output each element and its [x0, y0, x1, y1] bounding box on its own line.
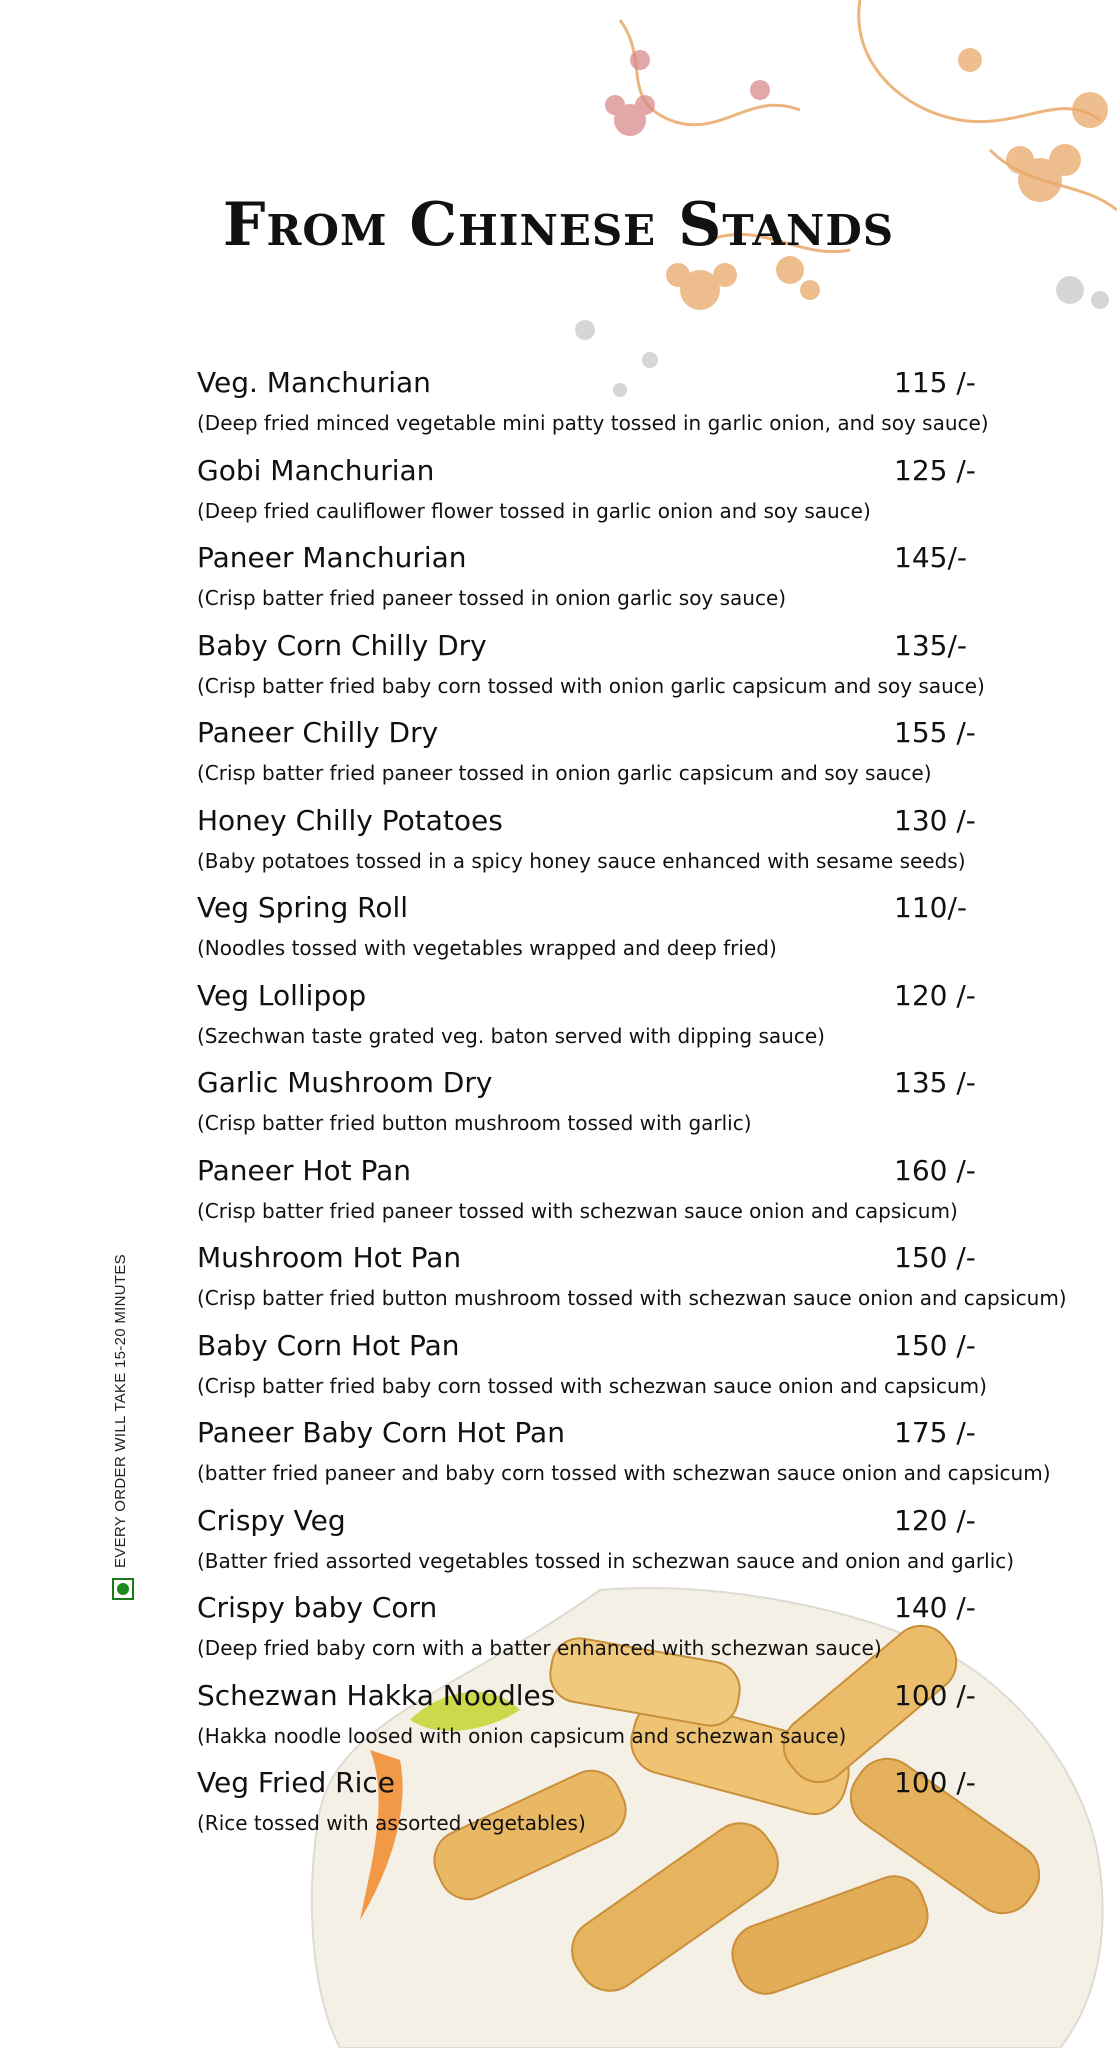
menu-item-description: (Deep fried minced vegetable mini patty tossed in garlic onion, and soy sauce) [197, 411, 989, 435]
preparation-time-note: EVERY ORDER WILL TAKE 15-20 MINUTES [112, 1254, 129, 1568]
menu-item-description: (Szechwan taste grated veg. baton served with dipping sauce) [197, 1023, 825, 1048]
menu-item [197, 887, 1077, 975]
menu-item-price: 130 /- [894, 803, 976, 837]
menu-item-name: Schezwan Hakka Noodles [197, 1678, 556, 1712]
menu-item-description: (Rice tossed with assorted vegetables) [197, 1811, 586, 1835]
menu-item-name: Garlic Mushroom Dry [197, 1066, 493, 1099]
menu-item-price: 135 /- [894, 1066, 976, 1099]
menu-item [197, 362, 1077, 450]
menu-item-name: Honey Chilly Potatoes [197, 803, 503, 837]
menu-item-price: 125 /- [894, 453, 976, 487]
menu-item-name: Paneer Baby Corn Hot Pan [197, 1416, 565, 1449]
menu-item [197, 1675, 1077, 1763]
menu-item-name: Veg Spring Roll [197, 891, 409, 924]
menu-item-description: (Crisp batter fried paneer tossed in onion garlic soy sauce) [197, 586, 787, 610]
menu-item [197, 450, 1077, 538]
menu-item-description: (batter fried paneer and baby corn tossed with schezwan sauce onion and capsicum) [197, 1461, 1051, 1485]
menu-item-description: (Baby potatoes tossed in a spicy honey sauce enhanced with sesame seeds) [197, 848, 966, 873]
menu-item-description: (Deep fried cauliflower flower tossed in garlic onion and soy sauce) [197, 498, 871, 523]
menu-item-description: (Hakka noodle loosed with onion capsicum and schezwan sauce) [197, 1723, 847, 1748]
menu-item-name: Baby Corn Hot Pan [197, 1328, 460, 1362]
menu-item-price: 115 /- [894, 366, 976, 399]
menu-item-price: 135/- [894, 628, 967, 662]
menu-item-price: 175 /- [894, 1416, 976, 1449]
menu-item [197, 800, 1077, 888]
menu-item [197, 1150, 1077, 1238]
menu-item [197, 1062, 1077, 1150]
menu-item-price: 140 /- [894, 1591, 976, 1624]
menu-item-name: Paneer Manchurian [197, 541, 467, 574]
menu-item-description: (Crisp batter fried baby corn tossed with schezwan sauce onion and capsicum) [197, 1373, 987, 1398]
menu-item [197, 1412, 1077, 1500]
menu-item-price: 145/- [894, 541, 967, 574]
menu-item-description: (Deep fried baby corn with a batter enhanced with schezwan sauce) [197, 1636, 882, 1660]
menu-item-name: Paneer Hot Pan [197, 1153, 411, 1187]
menu-item [197, 537, 1077, 625]
menu-item-name: Veg Lollipop [197, 978, 367, 1012]
menu-item-name: Crispy baby Corn [197, 1591, 438, 1624]
menu-item [197, 1237, 1077, 1325]
veg-symbol-icon [112, 1578, 134, 1600]
page-title: From Chinese Stands [222, 190, 895, 260]
menu-item [197, 1500, 1077, 1588]
menu-item-price: 110/- [894, 891, 967, 924]
menu-item [197, 1325, 1077, 1413]
menu-item-description: (Crisp batter fried paneer tossed with schezwan sauce onion and capsicum) [197, 1198, 958, 1223]
menu-item [197, 712, 1077, 800]
menu-item-name: Baby Corn Chilly Dry [197, 628, 487, 662]
menu-item-price: 100 /- [894, 1766, 976, 1799]
menu-item-price: 120 /- [894, 1503, 976, 1537]
menu-item-description: (Noodles tossed with vegetables wrapped and deep fried) [197, 936, 777, 960]
menu-item-description: (Crisp batter fried baby corn tossed with onion garlic capsicum and soy sauce) [197, 673, 985, 698]
menu-item [197, 1762, 1077, 1850]
menu-item-price: 150 /- [894, 1328, 976, 1362]
menu-item-price: 160 /- [894, 1153, 976, 1187]
menu-item-name: Crispy Veg [197, 1503, 346, 1537]
menu-item-price: 155 /- [894, 716, 976, 749]
menu-item-description: (Crisp batter fried paneer tossed in onion garlic capsicum and soy sauce) [197, 761, 932, 785]
menu-item-price: 120 /- [894, 978, 976, 1012]
menu-item-description: (Batter fried assorted vegetables tossed in schezwan sauce and onion and garlic) [197, 1548, 1015, 1573]
menu-item [197, 625, 1077, 713]
menu-item-name: Veg Fried Rice [197, 1766, 395, 1799]
menu-item-name: Gobi Manchurian [197, 453, 435, 487]
menu-item-price: 150 /- [894, 1241, 976, 1274]
menu-item-name: Paneer Chilly Dry [197, 716, 439, 749]
menu-item [197, 1587, 1077, 1675]
menu-item-name: Mushroom Hot Pan [197, 1241, 462, 1274]
menu-item-description: (Crisp batter fried button mushroom tossed with garlic) [197, 1111, 752, 1135]
menu-item-price: 100 /- [894, 1678, 976, 1712]
menu-item-description: (Crisp batter fried button mushroom tossed with schezwan sauce onion and capsicum) [197, 1286, 1067, 1310]
menu-list [197, 362, 1077, 1850]
menu-item [197, 975, 1077, 1063]
menu-item-name: Veg. Manchurian [197, 366, 431, 399]
